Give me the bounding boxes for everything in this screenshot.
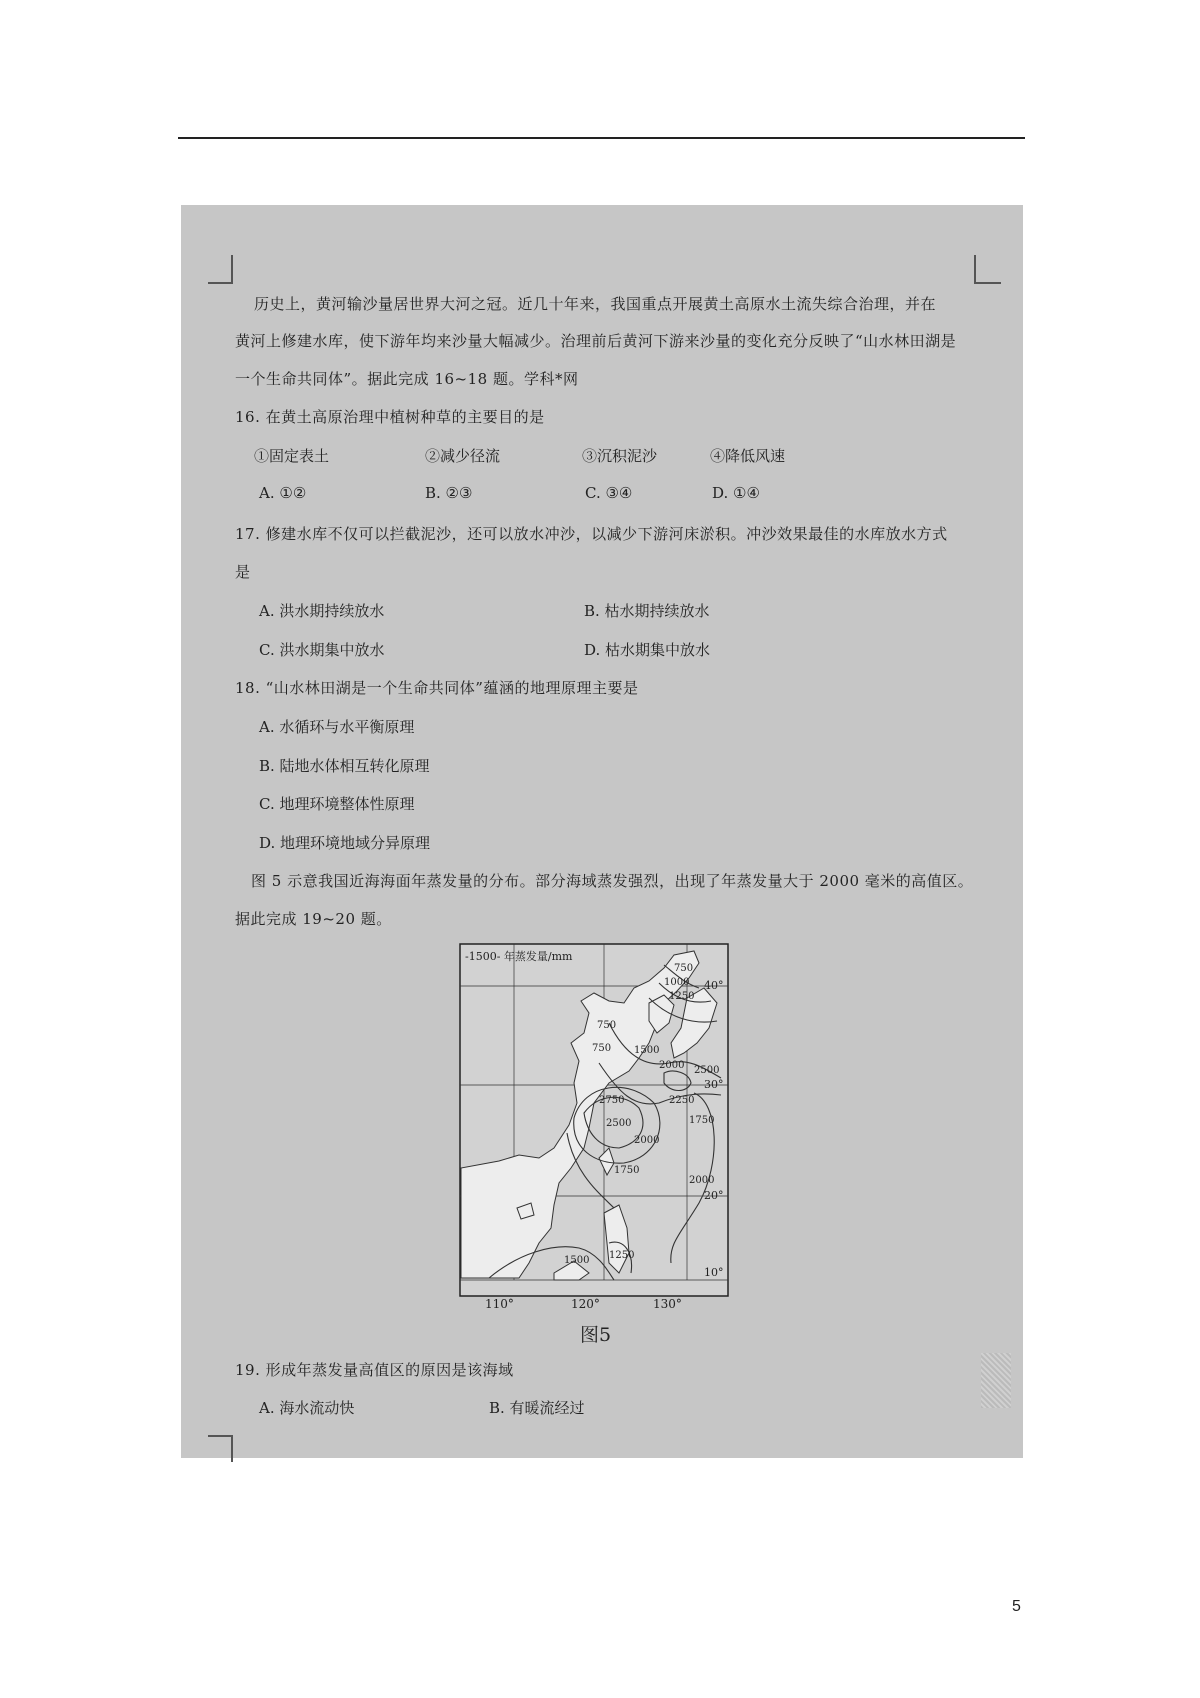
label-2500-b: 2500: [606, 1118, 632, 1129]
label-2000-c: 2000: [689, 1175, 715, 1186]
label-750-a: 750: [674, 963, 694, 974]
label-2750: 2750: [599, 1095, 625, 1106]
q16-item-3: ③沉积泥沙: [582, 447, 658, 465]
lon-label-110: 110°: [485, 1297, 514, 1311]
lat-30: 30°: [704, 1078, 724, 1091]
lon-label-130: 130°: [653, 1297, 682, 1311]
lat-40: 40°: [704, 979, 724, 992]
q19-option-a: A. 海水流动快: [259, 1399, 355, 1417]
q17-option-c: C. 洪水期集中放水: [259, 641, 385, 659]
q16-item-2: ②减少径流: [425, 447, 501, 465]
q17-option-b: B. 枯水期持续放水: [584, 602, 710, 620]
lon-label-120: 120°: [571, 1297, 600, 1311]
evaporation-map: [459, 943, 729, 1297]
label-1750-a: 1750: [689, 1115, 715, 1126]
passage1-line1: 历史上，黄河输沙量居世界大河之冠。近几十年来，我国重点开展黄土高原水土流失综合治理，并在: [254, 295, 937, 313]
lat-20: 20°: [704, 1189, 724, 1202]
scanned-page: [181, 205, 1023, 1458]
passage2-line2: 据此完成 19~20 题。: [235, 910, 392, 928]
q17-option-d: D. 枯水期集中放水: [584, 641, 711, 659]
crop-mark-top-left: [208, 255, 233, 284]
q16-item-1: ①固定表土: [254, 447, 330, 465]
label-1250-b: 1250: [609, 1250, 635, 1261]
label-1500-b: 1500: [564, 1255, 590, 1266]
crop-mark-bottom-left: [208, 1435, 233, 1462]
q18-option-d: D. 地理环境地域分异原理: [259, 834, 431, 852]
label-2250: 2250: [669, 1095, 695, 1106]
q16-item-4: ④降低风速: [710, 447, 786, 465]
passage1-line3: 一个生命共同体”。据此完成 16~18 题。学科*网: [235, 370, 579, 388]
header-rule: [178, 137, 1025, 139]
q19-option-b: B. 有暖流经过: [489, 1399, 585, 1417]
label-1250-a: 1250: [669, 991, 695, 1002]
q16-option-d: D. ①④: [712, 484, 760, 502]
label-2000-b: 2000: [634, 1135, 660, 1146]
q18-option-a: A. 水循环与水平衡原理: [259, 718, 415, 736]
lat-10: 10°: [704, 1266, 724, 1279]
q18-stem: 18. “山水林田湖是一个生命共同体”蕴涵的地理原理主要是: [235, 679, 639, 697]
label-750-c: 750: [592, 1043, 612, 1054]
passage1-line2: 黄河上修建水库，使下游年均来沙量大幅减少。治理前后黄河下游来沙量的变化充分反映了“山水林田湖是: [235, 332, 957, 350]
label-1750-b: 1750: [614, 1165, 640, 1176]
q17-option-a: A. 洪水期持续放水: [259, 602, 385, 620]
q17-stem-line2: 是: [235, 563, 251, 581]
label-2500-a: 2500: [694, 1065, 720, 1076]
label-2000-a: 2000: [659, 1060, 685, 1071]
q16-option-c: C. ③④: [585, 484, 633, 502]
q18-option-c: C. 地理环境整体性原理: [259, 795, 415, 813]
figure-caption: 图5: [580, 1324, 612, 1346]
q17-stem-line1: 17. 修建水库不仅可以拦截泥沙，还可以放水冲沙，以减少下游河床淤积。冲沙效果最佳的水库放水方式: [235, 525, 948, 543]
scan-noise: [981, 1353, 1011, 1408]
passage2-line1: 图 5 示意我国近海海面年蒸发量的分布。部分海域蒸发强烈，出现了年蒸发量大于 2000 毫米的高值区。: [251, 872, 974, 890]
label-1000: 1000: [664, 977, 690, 988]
crop-mark-top-right: [974, 255, 1001, 284]
q16-option-a: A. ①②: [259, 484, 307, 502]
q16-option-b: B. ②③: [425, 484, 473, 502]
label-750-b: 750: [597, 1020, 617, 1031]
map-legend: -1500- 年蒸发量/mm: [465, 950, 573, 963]
q18-option-b: B. 陆地水体相互转化原理: [259, 757, 430, 775]
q19-stem: 19. 形成年蒸发量高值区的原因是该海域: [235, 1361, 514, 1379]
page-number: 5: [1012, 1598, 1021, 1615]
q16-stem: 16. 在黄土高原治理中植树种草的主要目的是: [235, 408, 545, 426]
label-1500-a: 1500: [634, 1045, 660, 1056]
